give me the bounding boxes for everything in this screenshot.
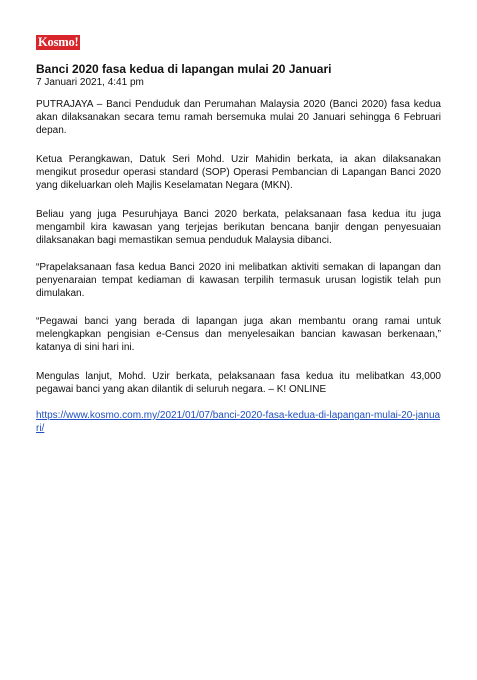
article-dateline: 7 Januari 2021, 4:41 pm: [36, 77, 144, 88]
article-headline: Banci 2020 fasa kedua di lapangan mulai 20 Januari: [36, 62, 332, 76]
article-paragraph: Ketua Perangkawan, Datuk Seri Mohd. Uzir Mahidin berkata, ia akan dilaksanakan mengikut prosedur operasi standard (SOP) Operasi Pembancian di Lapangan Banci 2020 yang dikeluarkan oleh Majlis Keselamatan Negara (MKN).: [36, 154, 441, 191]
article-paragraph: Mengulas lanjut, Mohd. Uzir berkata, pelaksanaan fasa kedua itu melibatkan 43,000 pegawai banci yang akan dilantik di seluruh negara. – K! ONLINE: [36, 371, 441, 395]
article-paragraph: PUTRAJAYA – Banci Penduduk dan Perumahan Malaysia 2020 (Banci 2020) fasa kedua akan dilaksanakan secara temu ramah bersemuka mulai 20 Januari sehingga 6 Februari depan.: [36, 99, 441, 136]
kosmo-logo: Kosmo!: [38, 35, 79, 49]
article-paragraph: Beliau yang juga Pesuruhjaya Banci 2020 berkata, pelaksanaan fasa kedua itu juga mengambil kira kawasan yang terjejas berikutan bencana banjir dengan penyesuaian dilaksanakan bagi memastikan semua penduduk Malaysia dibanci.: [36, 209, 441, 246]
article-paragraph: “Prapelaksanaan fasa kedua Banci 2020 ini melibatkan aktiviti semakan di lapangan dan penyenaraian tempat kediaman di kawasan terpilih termasuk urusan logistik telah pun dimulakan.: [36, 262, 441, 299]
source-link[interactable]: https://www.kosmo.com.my/2021/01/07/banci-2020-fasa-kedua-di-lapangan-mulai-20-januari/: [36, 410, 441, 434]
article-paragraph: “Pegawai banci yang berada di lapangan juga akan membantu orang ramai untuk melengkapkan pengisian e-Census dan menyelesaikan bancian kawasan berkenaan,” katanya di sini hari ini.: [36, 316, 441, 353]
